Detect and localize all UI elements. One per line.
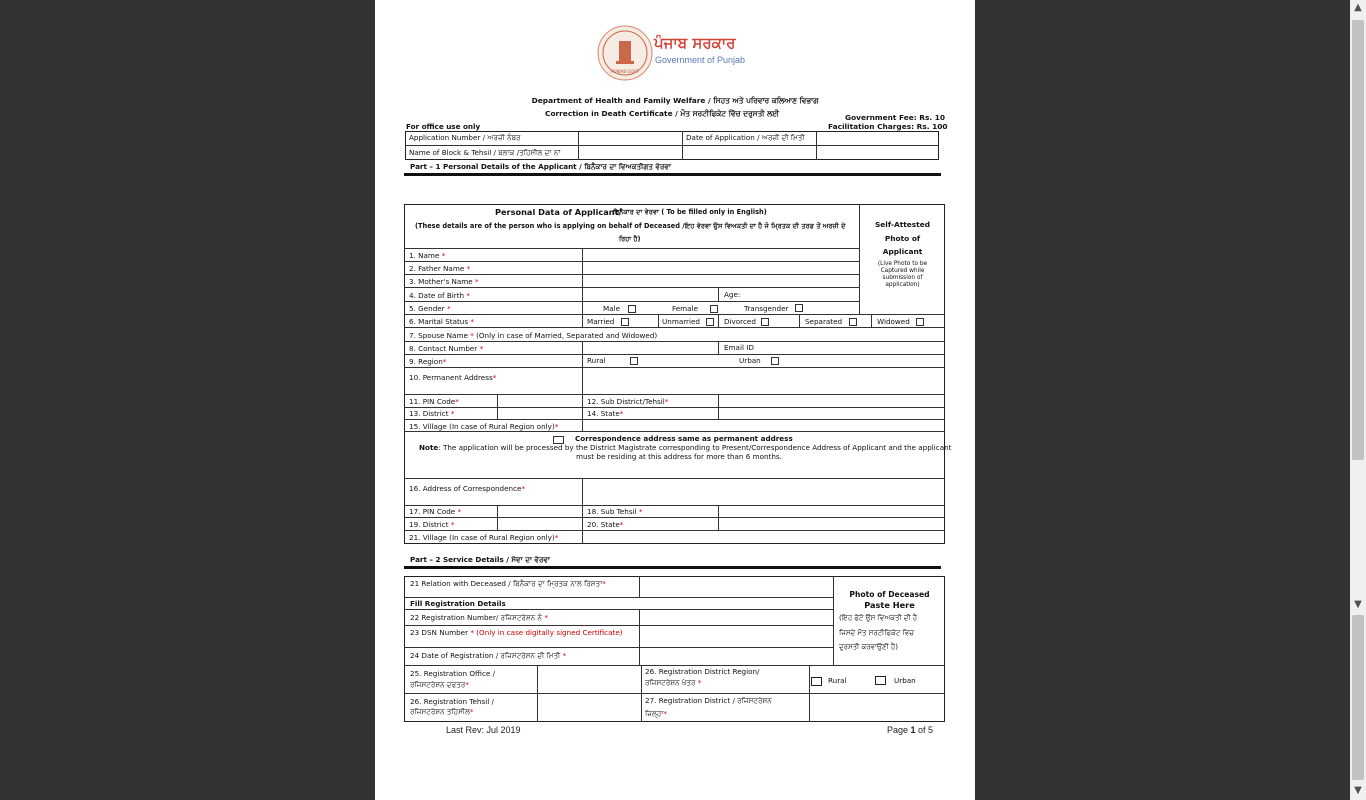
date-of-application-label: Date of Application / ਅਰਜ਼ੀ ਦੀ ਮਿਤੀ xyxy=(686,133,805,142)
registration-tehsil-label: 26. Registration Tehsil / xyxy=(410,697,494,706)
registration-office-label: 25. Registration Office / xyxy=(410,669,496,678)
village-label: 15. Village (In case of Rural Region only)* xyxy=(409,422,559,431)
registration-district-label-pa: ਜ਼ਿਲ੍ਹਾ* xyxy=(645,709,667,718)
spouse-name-label: 7. Spouse Name * (Only in case of Married, Separated and Widowed) xyxy=(409,331,658,340)
male-label: Male xyxy=(603,304,621,313)
form-title: Correction in Death Certificate / ਮੌਤ ਸਰਟੀਫਿਕੇਟ ਵਿੱਚ ਦਰੁਸਤੀ ਲਈ xyxy=(545,109,779,118)
reg-rural-checkbox[interactable] xyxy=(811,677,822,686)
corr-district-label: 19. District * xyxy=(409,520,455,529)
divorced-checkbox[interactable] xyxy=(761,318,769,326)
personal-data-title: Personal Data of Applicant/ xyxy=(495,207,622,217)
emblem-text: PUNJAB GOVT xyxy=(611,69,639,74)
date-of-birth-label: 4. Date of Birth * xyxy=(409,291,470,300)
email-label: Email ID xyxy=(724,343,754,352)
scroll-down-icon[interactable]: ▼ xyxy=(1354,599,1362,610)
reg-urban-label: Urban xyxy=(894,676,916,685)
father-name-label: 2. Father Name * xyxy=(409,264,471,273)
region-rural-checkbox[interactable] xyxy=(630,357,638,365)
mother-name-label: 3. Mother's Name * xyxy=(409,277,479,286)
page-number: Page 1 of 5 xyxy=(887,725,934,735)
region-urban-checkbox[interactable] xyxy=(771,357,779,365)
permanent-address-label: 10. Permanent Address* xyxy=(409,373,497,382)
part1-divider xyxy=(404,173,941,176)
reg-rural-label: Rural xyxy=(828,676,847,685)
same-address-label: Correspondence address same as permanent address xyxy=(575,434,793,443)
state-label: 14. State* xyxy=(587,409,624,418)
name-label: 1. Name * xyxy=(409,251,446,260)
widowed-label: Widowed xyxy=(877,317,910,326)
divorced-label: Divorced xyxy=(724,317,756,326)
deceased-photo-box[interactable]: Photo of Deceased Paste Here (ਇਹ ਫੋਟੋ ਉਸ ਵਿਅਕਤੀ ਦੀ ਹੈ ਜਿਸਦੇ ਮੌਤ ਸਰਟੀਫਿਕੇਟ ਵਿਚ ਦੁਰਸਤੀ ਕਰਵਾਉਣੀ ਹੈ) xyxy=(839,590,930,651)
pin-code-label: 11. PIN Code* xyxy=(409,397,459,406)
registration-district-region-label-pa: ਰਜਿਸਟਰੇਸ਼ਨ ਖੇਤਰ * xyxy=(645,678,702,687)
application-number-label: Application Number / ਅਰਜ਼ੀ ਨੰਬਰ xyxy=(409,133,521,142)
part1-title: Part – 1 Personal Details of the Applicant / ਬਿਨੈਕਾਰ ਦਾ ਵਿਅਕਤੀਗਤ ਵੇਰਵਾ xyxy=(410,162,672,171)
region-label: 9. Region* xyxy=(409,357,447,366)
punjab-government-emblem-icon xyxy=(597,25,653,81)
part2-title: Part – 2 Service Details / ਸੇਵਾ ਦਾ ਵੇਰਵਾ xyxy=(410,555,551,564)
married-checkbox[interactable] xyxy=(621,318,629,326)
separated-label: Separated xyxy=(805,317,843,326)
government-title-punjabi: ਪੰਜਾਬ ਸਰਕਾਰ xyxy=(654,34,736,52)
processing-note-line2: must be residing at this address for more than 6 months. xyxy=(576,452,782,461)
processing-note: Note: The application will be processed by the District Magistrate corresponding to Present/Correspondence Address of Applicant and the applicant xyxy=(419,443,952,452)
registration-tehsil-label-pa: ਰਜਿਸਟਰੇਸ਼ਨ ਤਹਿਸੀਲ* xyxy=(410,707,474,716)
married-label: Married xyxy=(587,317,615,326)
district-label: 13. District * xyxy=(409,409,455,418)
registration-office-label-pa: ਰਜਿਸਟਰੇਸ਼ਨ ਦਫਤਰ* xyxy=(410,680,469,689)
corr-state-label: 20. State* xyxy=(587,520,624,529)
region-urban-label: Urban xyxy=(739,356,761,365)
widowed-checkbox[interactable] xyxy=(916,318,924,326)
part2-divider xyxy=(404,566,941,569)
region-rural-label: Rural xyxy=(587,356,606,365)
date-of-registration-label: 24 Date of Registration / ਰਜਿਸਟਰੇਸ਼ਨ ਦੀ ਮਿਤੀ * xyxy=(410,651,567,660)
marital-status-label: 6. Marital Status * xyxy=(409,317,474,326)
scroll-down-end-icon[interactable]: ▼ xyxy=(1354,785,1362,796)
female-checkbox[interactable] xyxy=(710,305,718,313)
corr-village-label: 21. Village (In case of Rural Region only)* xyxy=(409,533,559,542)
registration-number-label: 22 Registration Number/ ਰਜਿਸਟਰੇਸ਼ਨ ਨੰ * xyxy=(410,613,548,622)
vertical-scrollbar[interactable] xyxy=(1350,0,1366,800)
age-label: Age: xyxy=(724,290,741,299)
registration-district-region-label: 26. Registration District Region/ xyxy=(645,667,760,676)
dsn-number-label: 23 DSN Number * (Only in case digitally signed Certificate) xyxy=(410,628,623,637)
scroll-up-icon[interactable]: ▲ xyxy=(1354,2,1362,13)
female-label: Female xyxy=(672,304,698,313)
last-revision: Last Rev: Jul 2019 xyxy=(446,725,521,735)
relation-with-deceased-label: 21 Relation with Deceased / ਬਿਨੈਕਾਰ ਦਾ ਮ੍ਰਿਤਕ ਨਾਲ ਰਿਸ਼ਤਾ* xyxy=(410,579,606,588)
personal-data-title-punjabi: ਬਿਨੈਕਾਰ ਦਾ ਵੇਰਵਾ ( To be filled only in English) xyxy=(613,208,767,216)
scroll-thumb-secondary[interactable] xyxy=(1352,615,1364,780)
fill-registration-details-label: Fill Registration Details xyxy=(410,599,506,608)
reg-urban-checkbox[interactable] xyxy=(875,676,886,685)
registration-district-label: 27. Registration District / ਰਜਿਸਟਰੇਸ਼ਨ xyxy=(645,696,772,705)
applicant-note-line1: (These details are of the person who is applying on behalf of Deceased /ਇਹ ਵੇਰਵਾ ਉਸ ਵਿਅਕਤੀ ਦਾ ਹੈ ਜੋ ਮ੍ਰਿਤਕ ਦੀ ਤਰਫ ਤੋਂ ਅਰਜ਼ੀ ਦੇ xyxy=(415,222,846,230)
male-checkbox[interactable] xyxy=(628,305,636,313)
department-heading: Department of Health and Family Welfare / ਸਿਹਤ ਅਤੇ ਪਰਿਵਾਰ ਕਲਿਆਣ ਵਿਭਾਗ xyxy=(531,96,819,105)
separated-checkbox[interactable] xyxy=(849,318,857,326)
transgender-checkbox[interactable] xyxy=(795,304,803,312)
block-tehsil-label: Name of Block & Tehsil / ਬਲਾਕ /ਤਹਿਸੀਲ ਦਾ ਨਾਂ xyxy=(409,148,561,157)
corr-sub-tehsil-label: 18. Sub Tehsil * xyxy=(587,507,643,516)
sub-district-label: 12. Sub District/Tehsil* xyxy=(587,397,669,406)
pdf-page[interactable] xyxy=(375,0,975,800)
unmarried-label: Unmarried xyxy=(662,317,700,326)
corr-pin-code-label: 17. PIN Code * xyxy=(409,507,462,516)
contact-number-label: 8. Contact Number * xyxy=(409,344,484,353)
transgender-label: Transgender xyxy=(744,304,789,313)
scroll-thumb[interactable] xyxy=(1352,20,1364,460)
office-use-label: For office use only xyxy=(406,122,481,131)
applicant-photo-box[interactable]: Self-Attested Photo of Applicant (Live Photo to be Captured while submission of application) xyxy=(874,220,931,288)
unmarried-checkbox[interactable] xyxy=(706,318,714,326)
applicant-note-line2: ਰਿਹਾ ਹੈ) xyxy=(619,235,641,243)
government-fee: Government Fee: Rs. 10 xyxy=(845,113,946,122)
correspondence-address-label: 16. Address of Correspondence* xyxy=(409,484,526,493)
government-title-english: Government of Punjab xyxy=(655,55,746,65)
facilitation-charges: Facilitation Charges: Rs. 100 xyxy=(828,122,948,131)
gender-label: 5. Gender * xyxy=(409,304,451,313)
